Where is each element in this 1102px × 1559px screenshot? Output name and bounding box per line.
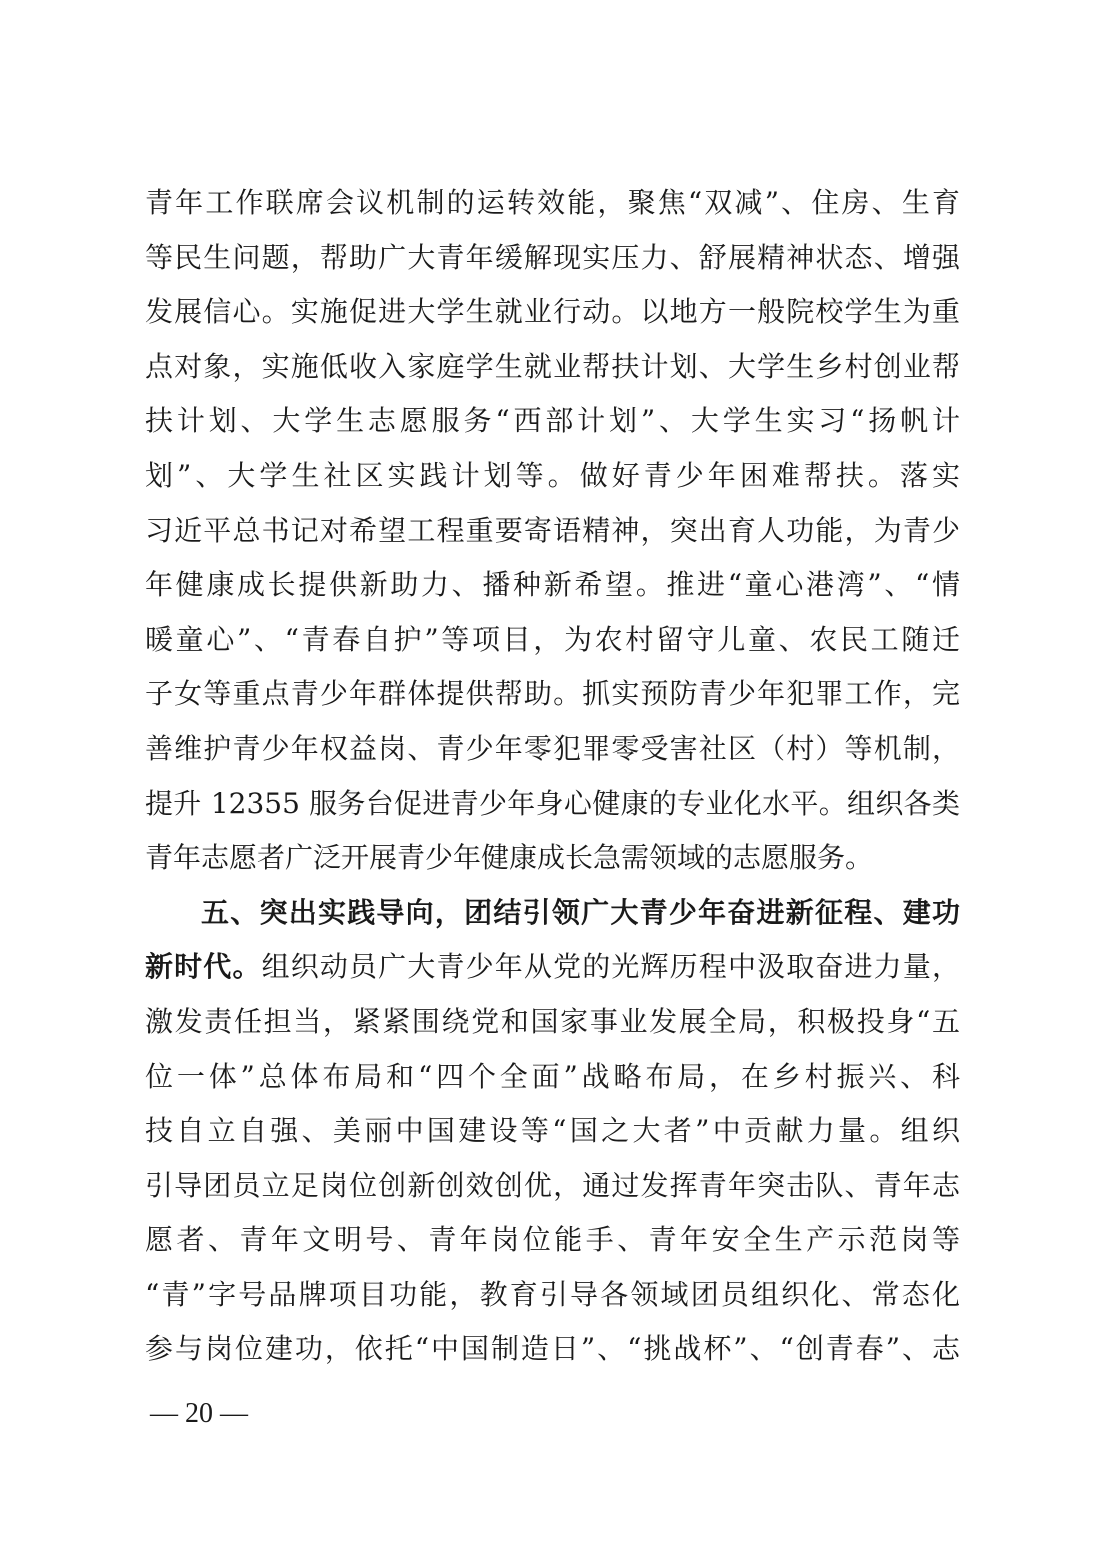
section-heading-end: 新时代。	[145, 950, 262, 984]
text-line: 青年志愿者广泛开展青少年健康成长急需领域的志愿服务。	[145, 841, 874, 875]
text-line: 子女等重点青少年群体提供帮助。抓实预防青少年犯罪工作，完	[145, 677, 960, 711]
text-line: “青”字号品牌项目功能，教育引导各领域团员组织化、常态化	[145, 1277, 960, 1311]
text-line: 暖童心”、“青春自护”等项目，为农村留守儿童、农民工随迁	[145, 622, 960, 656]
section-heading: 五、突出实践导向，团结引领广大青少年奋进新征程、建功	[201, 895, 960, 929]
text-line: 划”、大学生社区实践计划等。做好青少年困难帮扶。落实	[145, 458, 960, 492]
page-number: — 20 —	[150, 1398, 248, 1429]
text-line	[145, 940, 960, 995]
text-run: 组织动员广大青少年从党的光辉历程中汲取奋进力量，	[261, 950, 960, 984]
text-line: 位一体”总体布局和“四个全面”战略布局，在乡村振兴、科	[145, 1059, 960, 1093]
text-line: 年健康成长提供新助力、播种新希望。推进“童心港湾”、“情	[145, 568, 960, 602]
text-line: 激发责任担当，紧紧围绕党和国家事业发展全局，积极投身“五	[145, 1004, 960, 1038]
text-line: 点对象，实施低收入家庭学生就业帮扶计划、大学生乡村创业帮	[145, 349, 960, 383]
text-line: 发展信心。实施促进大学生就业行动。以地方一般院校学生为重	[145, 295, 960, 329]
text-line: 青年工作联席会议机制的运转效能，聚焦“双减”、住房、生育	[145, 186, 960, 219]
text-line: 善维护青少年权益岗、青少年零犯罪零受害社区（村）等机制，	[145, 731, 960, 765]
text-line: 习近平总书记对希望工程重要寄语精神，突出育人功能，为青少	[145, 513, 960, 547]
text-line: 愿者、青年文明号、青年岗位能手、青年安全生产示范岗等	[145, 1223, 960, 1257]
text-line: 提升 12355 服务台促进青少年身心健康的专业化水平。组织各类	[145, 786, 960, 820]
text-line: 等民生问题，帮助广大青年缓解现实压力、舒展精神状态、增强	[145, 240, 960, 274]
text-line: 扶计划、大学生志愿服务“西部计划”、大学生实习“扬帆计	[145, 404, 960, 438]
text-line: 引导团员立足岗位创新创效创优，通过发挥青年突击队、青年志	[145, 1168, 960, 1202]
text-line: 参与岗位建功，依托“中国制造日”、“挑战杯”、“创青春”、志	[145, 1332, 960, 1366]
text-line: 技自立自强、美丽中国建设等“国之大者”中贡献力量。组织	[145, 1114, 960, 1148]
document-body	[145, 176, 960, 1377]
